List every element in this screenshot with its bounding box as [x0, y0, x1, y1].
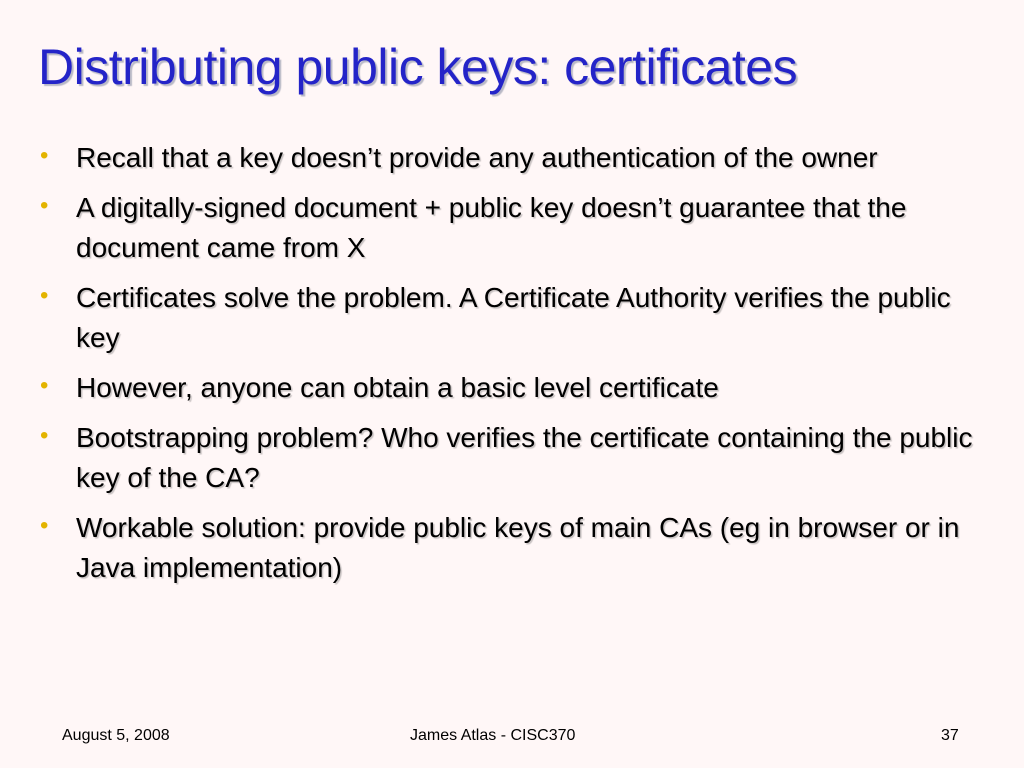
bullet-icon: •	[40, 192, 49, 219]
bullet-icon: •	[40, 372, 49, 399]
bullet-item	[38, 278, 998, 358]
bullet-item	[38, 138, 998, 178]
bullet-text: A digitally-signed document + public key doesn’t guarantee that the document came from X	[76, 192, 907, 263]
bullet-icon: •	[40, 512, 49, 539]
footer-date: August 5, 2008	[62, 727, 170, 744]
slide-title: Distributing public keys: certificates	[38, 39, 798, 95]
bullet-item	[38, 508, 998, 588]
bullet-item	[38, 188, 998, 268]
bullet-icon: •	[40, 282, 49, 309]
bullet-text: Workable solution: provide public keys of main CAs (eg in browser or in Java implementation)	[76, 512, 960, 583]
bullet-text: Recall that a key doesn’t provide any authentication of the owner	[76, 142, 878, 173]
bullet-list	[38, 138, 998, 598]
footer-author-course: James Atlas - CISC370	[410, 727, 576, 744]
bullet-item	[38, 368, 998, 408]
page-number: 37	[941, 727, 959, 744]
bullet-item	[38, 418, 998, 498]
bullet-text: Certificates solve the problem. A Certificate Authority verifies the public key	[76, 282, 951, 353]
bullet-icon: •	[40, 142, 49, 169]
bullet-text: Bootstrapping problem? Who verifies the certificate containing the public key of the CA?	[76, 422, 973, 493]
bullet-icon: •	[40, 422, 49, 449]
bullet-text: However, anyone can obtain a basic level certificate	[76, 372, 719, 403]
